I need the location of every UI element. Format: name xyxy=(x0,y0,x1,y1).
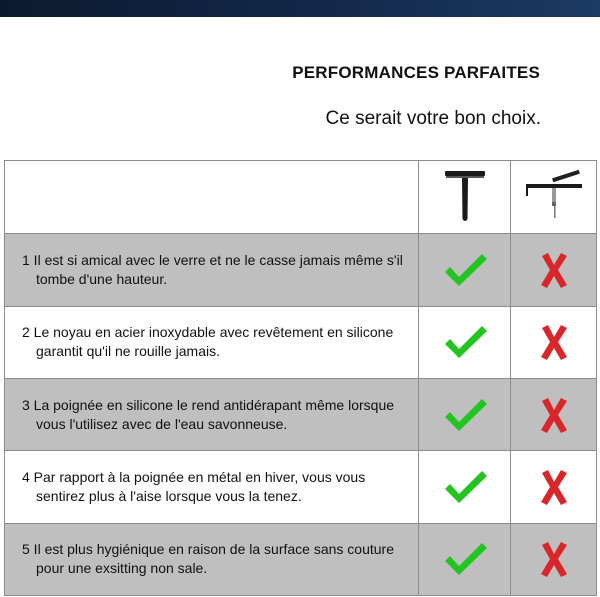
check-icon xyxy=(441,250,489,290)
check-icon xyxy=(441,539,489,579)
feature-text: 1 Il est si amical avec le verre et ne le casse jamais même s'il tombe d'une hauteur. xyxy=(5,234,419,306)
header-empty-cell xyxy=(5,161,419,234)
table-row xyxy=(5,306,597,378)
cross-icon xyxy=(539,468,569,506)
cross-icon xyxy=(539,396,569,434)
product-b-mark xyxy=(511,306,597,378)
product-a-mark xyxy=(419,306,511,378)
table-row xyxy=(5,378,597,450)
product-a-mark xyxy=(419,523,511,595)
product-b-mark xyxy=(511,234,597,306)
check-icon xyxy=(441,395,489,435)
product-a-cell xyxy=(419,161,511,234)
feature-text: 4 Par rapport à la poignée en métal en hiver, vous vous sentirez plus à l'aise lorsque vous la tenez. xyxy=(5,451,419,523)
product-b-mark xyxy=(511,378,597,450)
product-a-mark xyxy=(419,378,511,450)
cross-icon xyxy=(539,251,569,289)
cross-icon xyxy=(539,540,569,578)
page-subtitle: Ce serait votre bon choix. xyxy=(325,108,541,129)
table-row xyxy=(5,234,597,306)
table-row xyxy=(5,451,597,523)
product-a-mark xyxy=(419,234,511,306)
check-icon xyxy=(441,467,489,507)
squeegee-t-handle-icon xyxy=(440,167,490,227)
product-b-mark xyxy=(511,451,597,523)
product-b-cell xyxy=(511,161,597,234)
feature-text: 2 Le noyau en acier inoxydable avec revêtement en silicone garantit qu'il ne rouille jamais. xyxy=(5,306,419,378)
table-header-row xyxy=(5,161,597,234)
feature-text: 5 Il est plus hygiénique en raison de la surface sans couture pour une exsitting non sale. xyxy=(5,523,419,595)
top-banner-bar xyxy=(0,0,600,17)
feature-text: 3 La poignée en silicone le rend antidérapant même lorsque vous l'utilisez avec de l'eau savonneuse. xyxy=(5,378,419,450)
cross-icon xyxy=(539,323,569,361)
check-icon xyxy=(441,322,489,362)
page-title: PERFORMANCES PARFAITES xyxy=(292,63,540,82)
comparison-table xyxy=(4,160,597,596)
table-row xyxy=(5,523,597,595)
product-a-mark xyxy=(419,451,511,523)
product-b-mark xyxy=(511,523,597,595)
squeegee-hook-rail-icon xyxy=(522,166,586,228)
